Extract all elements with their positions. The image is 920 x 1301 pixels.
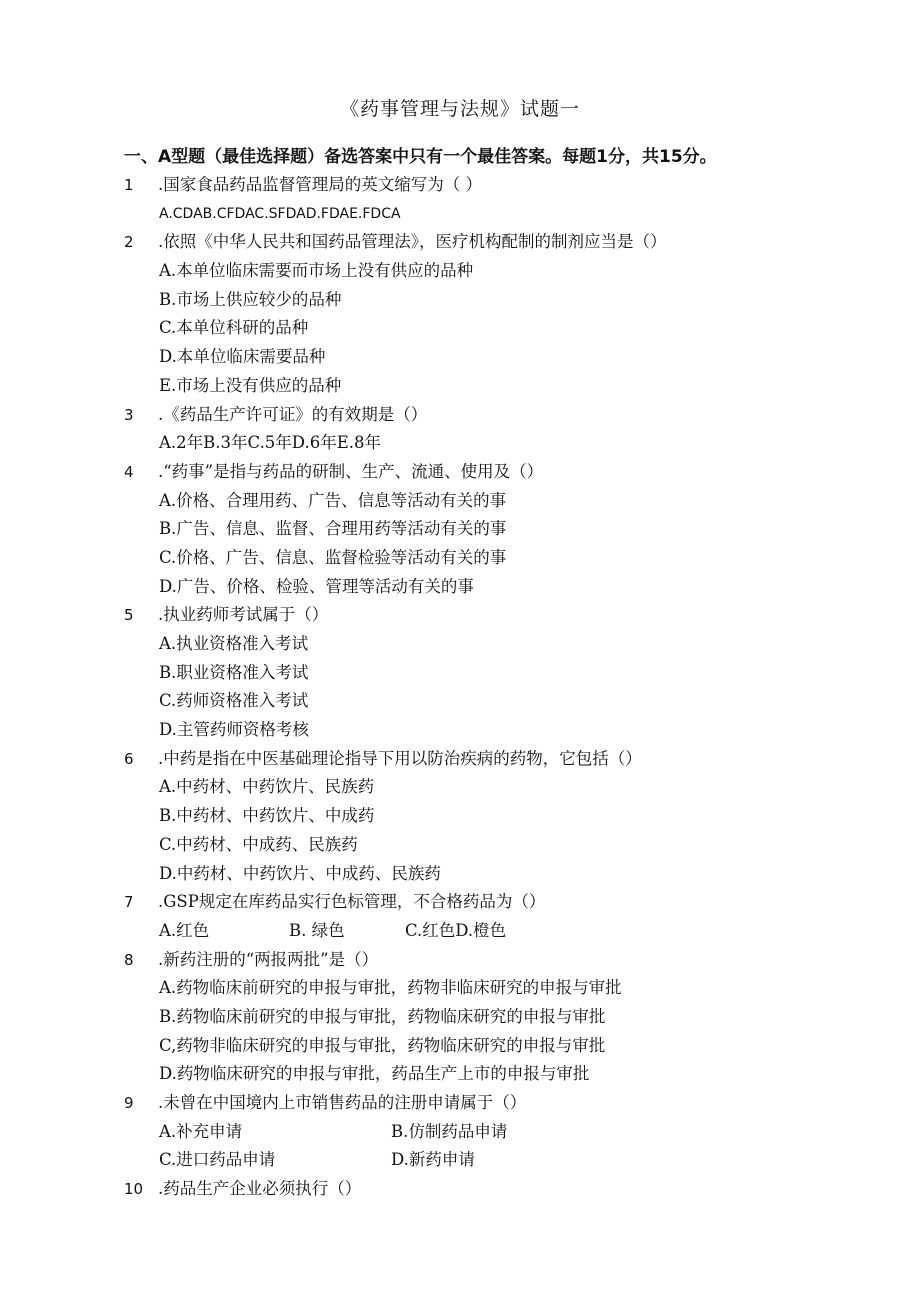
- question-4: [124, 458, 824, 601]
- option-a: A.药物临床前研究的申报与审批，药物非临床研究的申报与审批: [159, 978, 622, 998]
- question-number: 4: [124, 462, 134, 481]
- question-number: 9: [124, 1094, 134, 1112]
- option-d: D.新药申请: [391, 1150, 475, 1170]
- option-row: [124, 1118, 824, 1147]
- option-a: A.补充申请: [159, 1121, 243, 1141]
- option-b: B.仿制药品申请: [391, 1121, 508, 1141]
- question-10: [124, 1175, 824, 1204]
- question-list: [124, 171, 824, 1204]
- question-number: 1: [124, 176, 134, 194]
- question-number: 8: [124, 950, 134, 969]
- question-7: [124, 888, 824, 945]
- option-b: B. 绿色: [289, 920, 345, 940]
- option-d: D.中药材、中药饮片、中成药、民族药: [159, 863, 441, 883]
- question-5: [124, 601, 824, 744]
- question-stem: .新药注册的“两报两批”是（）: [158, 949, 379, 969]
- option-c: C.中药材、中成药、民族药: [159, 834, 358, 854]
- question-stem: .依照《中华人民共和国药品管理法》，医疗机构配制的制剂应当是（）: [158, 232, 667, 252]
- option-a: A.中药材、中药饮片、民族药: [159, 777, 375, 797]
- option-c: C.本单位科研的品种: [159, 318, 309, 338]
- option-a: A.红色: [159, 920, 210, 940]
- question-stem: .国家食品药品监督管理局的英文缩写为（ ）: [158, 175, 482, 194]
- option-cd: C.红色D.橙色: [405, 920, 507, 940]
- option-c: C.药师资格准入考试: [159, 691, 309, 711]
- option-a: A.本单位临床需要而市场上没有供应的品种: [159, 261, 474, 281]
- option-c: C.进口药品申请: [159, 1150, 276, 1170]
- page-title: 《药事管理与法规》试题一: [339, 98, 580, 120]
- option-b: B.药物临床前研究的申报与审批，药物临床研究的申报与审批: [159, 1006, 606, 1026]
- question-stem: .《药品生产许可证》的有效期是（）: [158, 404, 428, 424]
- question-9: [124, 1089, 824, 1175]
- question-number: 5: [124, 606, 134, 625]
- option-b: B.中药材、中药饮片、中成药: [159, 806, 375, 826]
- option-d: D.主管药师资格考核: [159, 720, 309, 740]
- option-d: D.药物临床研究的申报与审批，药品生产上市的申报与审批: [159, 1064, 590, 1084]
- option-c: C,药物非临床研究的申报与审批，药物临床研究的申报与审批: [159, 1035, 606, 1055]
- option-d: D.广告、价格、检验、管理等活动有关的事: [159, 576, 474, 596]
- question-number: 7: [124, 893, 134, 912]
- question-1: [124, 171, 824, 228]
- section-heading: 一、A型题（最佳选择题）备选答案中只有一个最佳答案。每题1分，共15分。: [124, 147, 717, 167]
- question-2: [124, 228, 824, 400]
- question-3: [124, 401, 824, 458]
- option: A.CDAB.CFDAC.SFDAD.FDAE.FDCA: [159, 205, 401, 222]
- option-c: C.价格、广告、信息、监督检验等活动有关的事: [159, 547, 507, 567]
- question-8: [124, 946, 824, 1089]
- option-row: [124, 917, 824, 946]
- option-b: B.职业资格准入考试: [159, 662, 309, 682]
- question-6: [124, 745, 824, 888]
- option-e: E.市场上没有供应的品种: [159, 375, 342, 395]
- option-d: D.本单位临床需要品种: [159, 347, 326, 367]
- question-stem: .药品生产企业必须执行（）: [158, 1179, 362, 1199]
- question-number: 2: [124, 233, 134, 252]
- question-stem: .中药是指在中医基础理论指导下用以防治疾病的药物，它包括（）: [158, 748, 642, 768]
- option-a: A.执业资格准入考试: [159, 634, 309, 653]
- question-number: 6: [124, 749, 134, 768]
- question-stem: .未曾在中国境内上市销售药品的注册申请属于（）: [158, 1093, 527, 1112]
- question-number: 3: [124, 405, 134, 424]
- option-b: B.广告、信息、监督、合理用药等活动有关的事: [159, 519, 507, 539]
- question-stem: .执业药师考试属于（）: [158, 605, 329, 625]
- option-a: A.价格、合理用药、广告、信息等活动有关的事: [159, 490, 507, 510]
- option-row: [124, 1146, 824, 1175]
- option: A.2年B.3年C.5年D.6年E.8年: [159, 433, 381, 453]
- question-stem: .GSP规定在库药品实行色标管理，不合格药品为（）: [158, 892, 546, 912]
- question-stem: .“药事”是指与药品的研制、生产、流通、使用及（）: [158, 461, 544, 481]
- option-b: B.市场上供应较少的品种: [159, 289, 342, 309]
- question-number: 10: [124, 1180, 144, 1199]
